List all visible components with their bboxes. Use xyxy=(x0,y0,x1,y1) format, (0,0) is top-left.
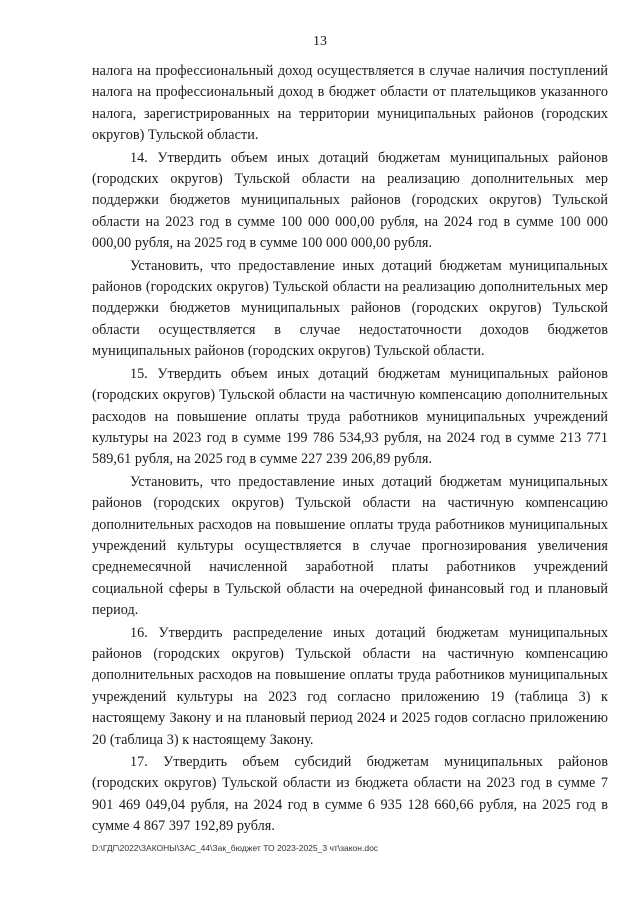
paragraph-item-14-condition: Установить, что предоставление иных дотаций бюджетам муниципальных районов (городских округов) Тульской области на реализацию дополнительных мер поддержки бюджетов муниципальных районов (городских округов) Тульской области осуществляется в случае недостаточности доходов бюджетов муниципальных районов (городских округов) Тульской области. xyxy=(92,257,608,360)
page-number: 13 xyxy=(313,34,327,49)
paragraph-item-16: 16. Утвердить распределение иных дотаций бюджетам муниципальных районов (городских округов) Тульской области на частичную компенсацию дополнительных расходов на повышение оплаты труда работников муниципальных учреждений культуры на 2023 год согласно приложению 19 (таблица 3) к настоящему Закону и на плановый период 2024 и 2025 годов согласно приложению 20 (таблица 3) к настоящему Закону. xyxy=(92,624,608,748)
paragraph-item-17: 17. Утвердить объем субсидий бюджетам муниципальных районов (городских округов) Тульской области из бюджета области на 2023 год в сумме 7 901 469 049,04 рубля, на 2024 год в сумме 6 935 128 660,66 рубля, на 2025 год в сумме 4 867 397 192,89 рубля. xyxy=(92,754,608,835)
paragraph-item-15: 15. Утвердить объем иных дотаций бюджетам муниципальных районов (городских округов) Тульской области на частичную компенсацию дополнительных расходов на повышение оплаты труда работников муниципальных учреждений культуры на 2023 год в сумме 199 786 534,93 рубля, на 2024 год в сумме 213 771 589,61 рубля, на 2025 год в сумме 227 239 206,89 рубля. xyxy=(92,365,608,468)
paragraph-item-14: 14. Утвердить объем иных дотаций бюджетам муниципальных районов (городских округов) Тульской области на реализацию дополнительных мер поддержки бюджетов муниципальных районов (городских округов) Тульской области на 2023 год в сумме 100 000 000,00 рубля, на 2024 год в сумме 100 000 000,00 рубля, на 2025 год в сумме 100 000 000,00 рубля. xyxy=(92,149,608,252)
paragraph-continuation: налога на профессиональный доход осуществляется в случае наличия поступлений налога на профессиональный доход в бюджет области от плательщиков указанного налога, зарегистрированных на территории муниципальных районов (городских округов) Тульской области. xyxy=(92,63,608,144)
paragraph-item-15-condition: Установить, что предоставление иных дотаций бюджетам муниципальных районов (городских округов) Тульской области на частичную компенсацию дополнительных расходов на повышение оплаты труда работников муниципальных учреждений культуры осуществляется в случае прогнозирования увеличения среднемесячной начисленной заработной платы работников учреждений социальной сферы в Тульской области на очередной финансовый год и плановый период. xyxy=(92,473,608,619)
file-path-footer: D:\ГДГ\2022\ЗАКОНЫ\ЗАС_44\Зак_бюджет ТО 2023-2025_3 чт\закон.doc xyxy=(92,843,379,853)
document-body xyxy=(92,61,608,838)
